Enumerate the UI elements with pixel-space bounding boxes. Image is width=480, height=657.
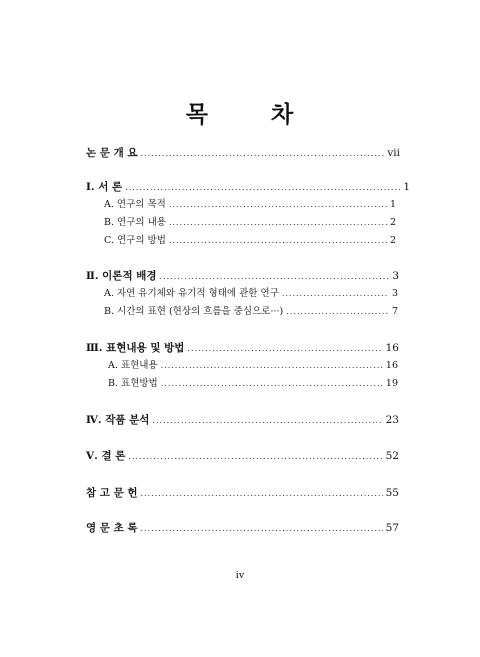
- toc-entry-label: 영 문 초 록: [86, 522, 138, 534]
- toc-entry-3a[interactable]: [108, 358, 398, 374]
- dot-leader: [161, 376, 383, 392]
- toc-title: [0, 96, 480, 129]
- dot-leader: [125, 180, 400, 196]
- toc-entry-label: Ⅰ. 서 론: [86, 181, 123, 193]
- toc-entry-label: A. 표현내용: [108, 360, 158, 371]
- toc-entry-page: 23: [385, 414, 399, 426]
- toc-entry-label: 참 고 문 헌: [86, 487, 138, 499]
- toc-entry-label: Ⅲ. 표현내용 및 방법: [86, 342, 185, 354]
- toc-entry-page: 19: [385, 378, 398, 389]
- page-number-footer: iv: [235, 570, 245, 581]
- toc-title-second: 차: [271, 101, 295, 128]
- dot-leader: [169, 215, 387, 231]
- dot-leader: [152, 413, 382, 429]
- toc-entry-page: 3: [392, 270, 399, 282]
- toc-entry-english-abstract[interactable]: [86, 520, 399, 536]
- toc-entry-page: 16: [385, 342, 399, 354]
- dot-leader: [141, 486, 383, 502]
- toc-entry-label: 논 문 개 요: [86, 147, 138, 159]
- toc-entry-label: Ⅳ. 작품 분석: [86, 414, 150, 426]
- toc-entry-1a[interactable]: [104, 197, 396, 213]
- toc-entry-label: B. 연구의 내용: [104, 217, 166, 228]
- toc-entry-chapter-5[interactable]: [86, 448, 399, 464]
- toc-title-first: 목: [185, 101, 209, 128]
- toc-entry-1c[interactable]: [104, 233, 396, 249]
- toc-entry-chapter-2[interactable]: [86, 268, 399, 284]
- toc-entry-page: 16: [385, 360, 398, 371]
- toc-entry-label: B. 시간의 표현 (현상의 흐름을 중심으로···): [104, 306, 284, 317]
- toc-entry-2b[interactable]: [104, 304, 398, 320]
- toc-entry-page: 2: [389, 235, 396, 246]
- dot-leader: [141, 146, 385, 162]
- toc-entry-label: Ⅱ. 이론적 배경: [86, 270, 157, 282]
- toc-entry-page: 57: [385, 522, 399, 534]
- toc-entry-chapter-3[interactable]: [86, 340, 399, 356]
- dot-leader: [160, 269, 390, 285]
- toc-entry-page: 55: [385, 487, 399, 499]
- toc-entry-chapter-1[interactable]: [86, 179, 410, 195]
- toc-entry-references[interactable]: [86, 485, 399, 501]
- toc-entry-page: 3: [391, 288, 398, 299]
- dot-leader: [286, 304, 389, 320]
- toc-entry-label: C. 연구의 방법: [104, 235, 166, 246]
- dot-leader: [169, 233, 387, 249]
- toc-entry-page: vii: [387, 147, 400, 159]
- toc-entry-page: 1: [389, 199, 396, 210]
- dot-leader: [169, 197, 387, 213]
- toc-entry-page: 52: [385, 450, 399, 462]
- dot-leader: [128, 449, 382, 465]
- dot-leader: [187, 341, 382, 357]
- toc-entry-label: B. 표현방법: [108, 378, 158, 389]
- toc-entry-2a[interactable]: [104, 286, 398, 302]
- toc-entry-label: Ⅴ. 결 론: [86, 450, 126, 462]
- toc-entry-abstract-summary[interactable]: [86, 145, 400, 161]
- toc-entry-label: A. 연구의 목적: [104, 199, 166, 210]
- toc-entry-page: 2: [389, 217, 396, 228]
- toc-entry-chapter-4[interactable]: [86, 412, 399, 428]
- dot-leader: [282, 286, 389, 302]
- toc-entry-page: 1: [403, 181, 410, 193]
- toc-entry-3b[interactable]: [108, 376, 398, 392]
- dot-leader: [161, 358, 383, 374]
- dot-leader: [141, 521, 383, 537]
- toc-entry-page: 7: [391, 306, 398, 317]
- toc-entry-label: A. 자연 유기체와 유기적 형태에 관한 연구: [104, 288, 279, 299]
- toc-entry-1b[interactable]: [104, 215, 396, 231]
